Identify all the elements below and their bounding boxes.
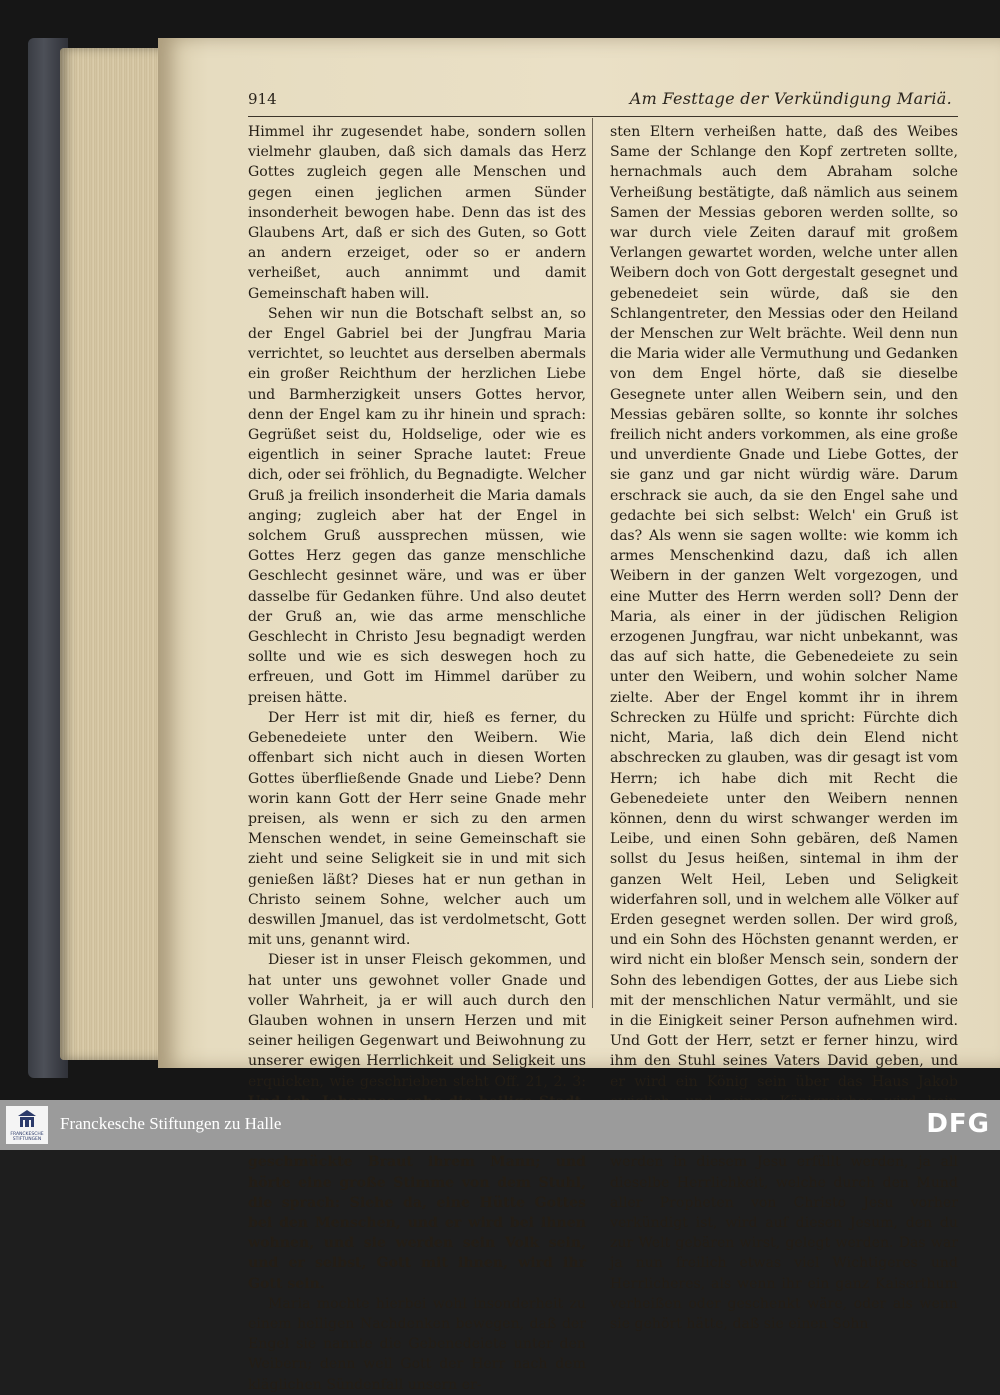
paragraph: Sehen wir nun die Botschaft selbst an, so der Engel Gabriel bei der Jungfrau Maria verrichtet, so leuchtet aus derselben abermals ein großer Reichthum der herzlichen Liebe und Barmherzigkeit unsers Gottes hervor, denn der Engel kam zu ihr hinein und sprach: Gegrüßet seist du, Holdselige, oder wie es eigentlich in seiner Sprache lautet: Freue dich, oder sei fröhlich, du Begnadigte. Welcher Gruß ja freilich insonderheit die Maria damals anging; zugleich aber hat der Engel in solchem Gruß aussprechen müssen, wie Gottes Herz gegen das ganze menschliche Geschlecht gesinnet wäre, und was er über dasselbe für Gedanken führe. Und also deutet der Gruß an, wie das arme menschliche Geschlecht in Christo Jesu begnadigt werden sollte und wie es sich deswegen hoch zu erfreuen, und Gott im Himmel darüber zu preisen hätte. — [248, 305, 586, 706]
paragraph: Der Herr ist mit dir, hieß es ferner, du Gebenedeiete unter den Weibern. Wie offenbart sich nicht auch in diesen Worten Gottes überfließende Gnade und Liebe? Denn worin kann Gott der Herr seine Gnade mehr preisen, als wenn er sich zu den armen Menschen wendet, in seine Gemeinschaft sie zieht und seine Seligkeit sie in und mit sich genießen läßt? Dieses hat er nun gethan in Christo seinem Sohne, welcher auch um deswillen Jmanuel, das ist verdolmetscht, Gott mit uns, genannt wird. — [248, 709, 586, 949]
logo-caption: FRANCKESCHE STIFTUNGEN — [10, 1132, 44, 1142]
left-text-column — [248, 122, 586, 1393]
running-head — [248, 86, 958, 117]
building-icon — [17, 1109, 37, 1131]
institution-name: Franckesche Stiftungen zu Halle — [60, 1114, 282, 1133]
paragraph: sten Eltern verheißen hatte, daß des Weibes Same der Schlange den Kopf zertreten sollte, hernachmals auch dem Abraham solche Verheißung bestätigte, daß nämlich aus seinem Samen der Messias geboren werden sollte, so war durch viele Zeiten darauf mit großem Verlangen gewartet worden, welche unter allen Weibern doch von Gott dergestalt gesegnet und gebenedeiet sein würde, daß sie den Schlangentreter, den Messias oder den Heiland der Menschen zur Welt brächte. Weil denn nun die Maria wider alle Vermuthung und Gedanken von dem Engel hörte, daß sie dieselbe Gesegnete unter allen Weibern sein, und den Messias gebären sollte, so konnte ihr solches freilich nicht anders vorkommen, als eine große und unverdiente Gnade und Liebe Gottes, der sie ganz und gar nicht würdig wäre. Darum erschrack sie auch, da sie den Engel sahe und gedachte bei sich selbst: Welch' ein Gruß ist das? Als wenn sie sagen wollte: wie komm ich armes Menschenkind dazu, daß ich allen Weibern in der ganzen Welt vorgezogen, und eine Mutter des Herrn werden soll? Denn der Maria, als einer in der jüdischen Religion erzogenen Jungfrau, war nicht unbekannt, was das auf sich hatte, die Gebenedeiete zu sein unter den Weibern, und wohin solcher Name zielte. Aber der Engel kommt ihr in ihrem Schrecken zu Hülfe und spricht: Fürchte dich nicht, Maria, laß dich dein Elend nicht abschrecken zu glauben, was dir gesagt ist vom Herrn; ich habe dich mit Recht die Gebenedeiete unter den Weibern nennen können, denn du wirst schwanger werden im Leibe, und einen Sohn gebären, deß Namen sollst du Jesus heißen, sintemal in ihm der ganzen Welt Heil, Leben und Seligkeit widerfahren soll, und in welchem alle Völker auf Erden gesegnet werden sollen. Der wird groß, und ein Sohn des Höchsten genannt werden, er wird nicht ein bloßer Mensch sein, sondern der Sohn des lebendigen Gottes, der aus Liebe sich mit der menschlichen Natur vermählt, und sie in die Einigkeit seiner Person aufnehmen wird. Und Gott der Herr, setzt er ferner hinzu, wird ihm den Stuhl seines Vaters David geben, und er wird ein König sein über das Haus Jakob werden in diesem Jesu erfüllt werden, ja all dieselbe Herrlichkeit, welche durch den Mund aller Propheten von Christo Jesu vorher verkündigt ist, wird auf diesen Jesum, den du zur Welt gebären wirst, gelegt werden. Das war ja nun freilich etwas viel Wichtigeres und Herrlicheres, als wenn ihr ein ganz Kaiserthum verheißen oder geschenkt wäre, oder als wenn sie gehört hätte, daß sie einen Sohn — [610, 124, 958, 1332]
dfg-logo-icon[interactable]: DFG — [926, 1109, 990, 1139]
page-number: 914 — [248, 90, 277, 108]
footer-bar — [0, 1100, 1000, 1150]
paragraph: Himmel ihr zugesendet habe, sondern sollen vielmehr glauben, daß sich damals das Herz Gottes zugleich gegen alle Menschen und gegen einen jeglichen armen Sünder insonderheit bewogen habe. Denn das ist des Glaubens Art, daß er sich des Guten, so Gott an andern erzeiget, oder so er andern verheißet, auch annimmt und damit Gemeinschaft haben will. — [248, 124, 586, 302]
page-stack-edge — [60, 48, 165, 1060]
franckesche-stiftungen-logo-icon[interactable] — [6, 1106, 48, 1144]
running-title: Am Festtage der Verkündigung Mariä. — [629, 89, 952, 108]
paragraph: Dieser ist in unser Fleisch gekommen, und hat unter uns gewohnet voller Gnade und voller Wahrheit, ja er will auch durch den Glauben wohnen in unsern Herzen und mit seiner heiligen Gegenwart und Beiwohnung zu unserer ewigen Herrlichkeit und Seligkeit uns erquicken, wie geschrieben steht Off. 21, 2. 3: geschmückte Braut ihrem Mann; und hörte eine große Stimme von dem Stuhl, die sprach: Siehe da, eine Hütte Gottes bei den Menschen, und er wird bei ihnen wohnen, und sie werden sein Volk sein, und er selbst, Gott mit ihnen, wird ihr Gott sein. — [248, 952, 586, 1292]
column-divider — [592, 118, 593, 1008]
paragraph: Maria mochte hierbei wohl insonderheit zu einem heiligen Nachdenken bewegen, daß der Engel sie nannte die Gebenedeiete unter den Weibern; denn weil Gott der Herr nach dem kläglichen Sündenfall unsern er- — [248, 1295, 586, 1393]
